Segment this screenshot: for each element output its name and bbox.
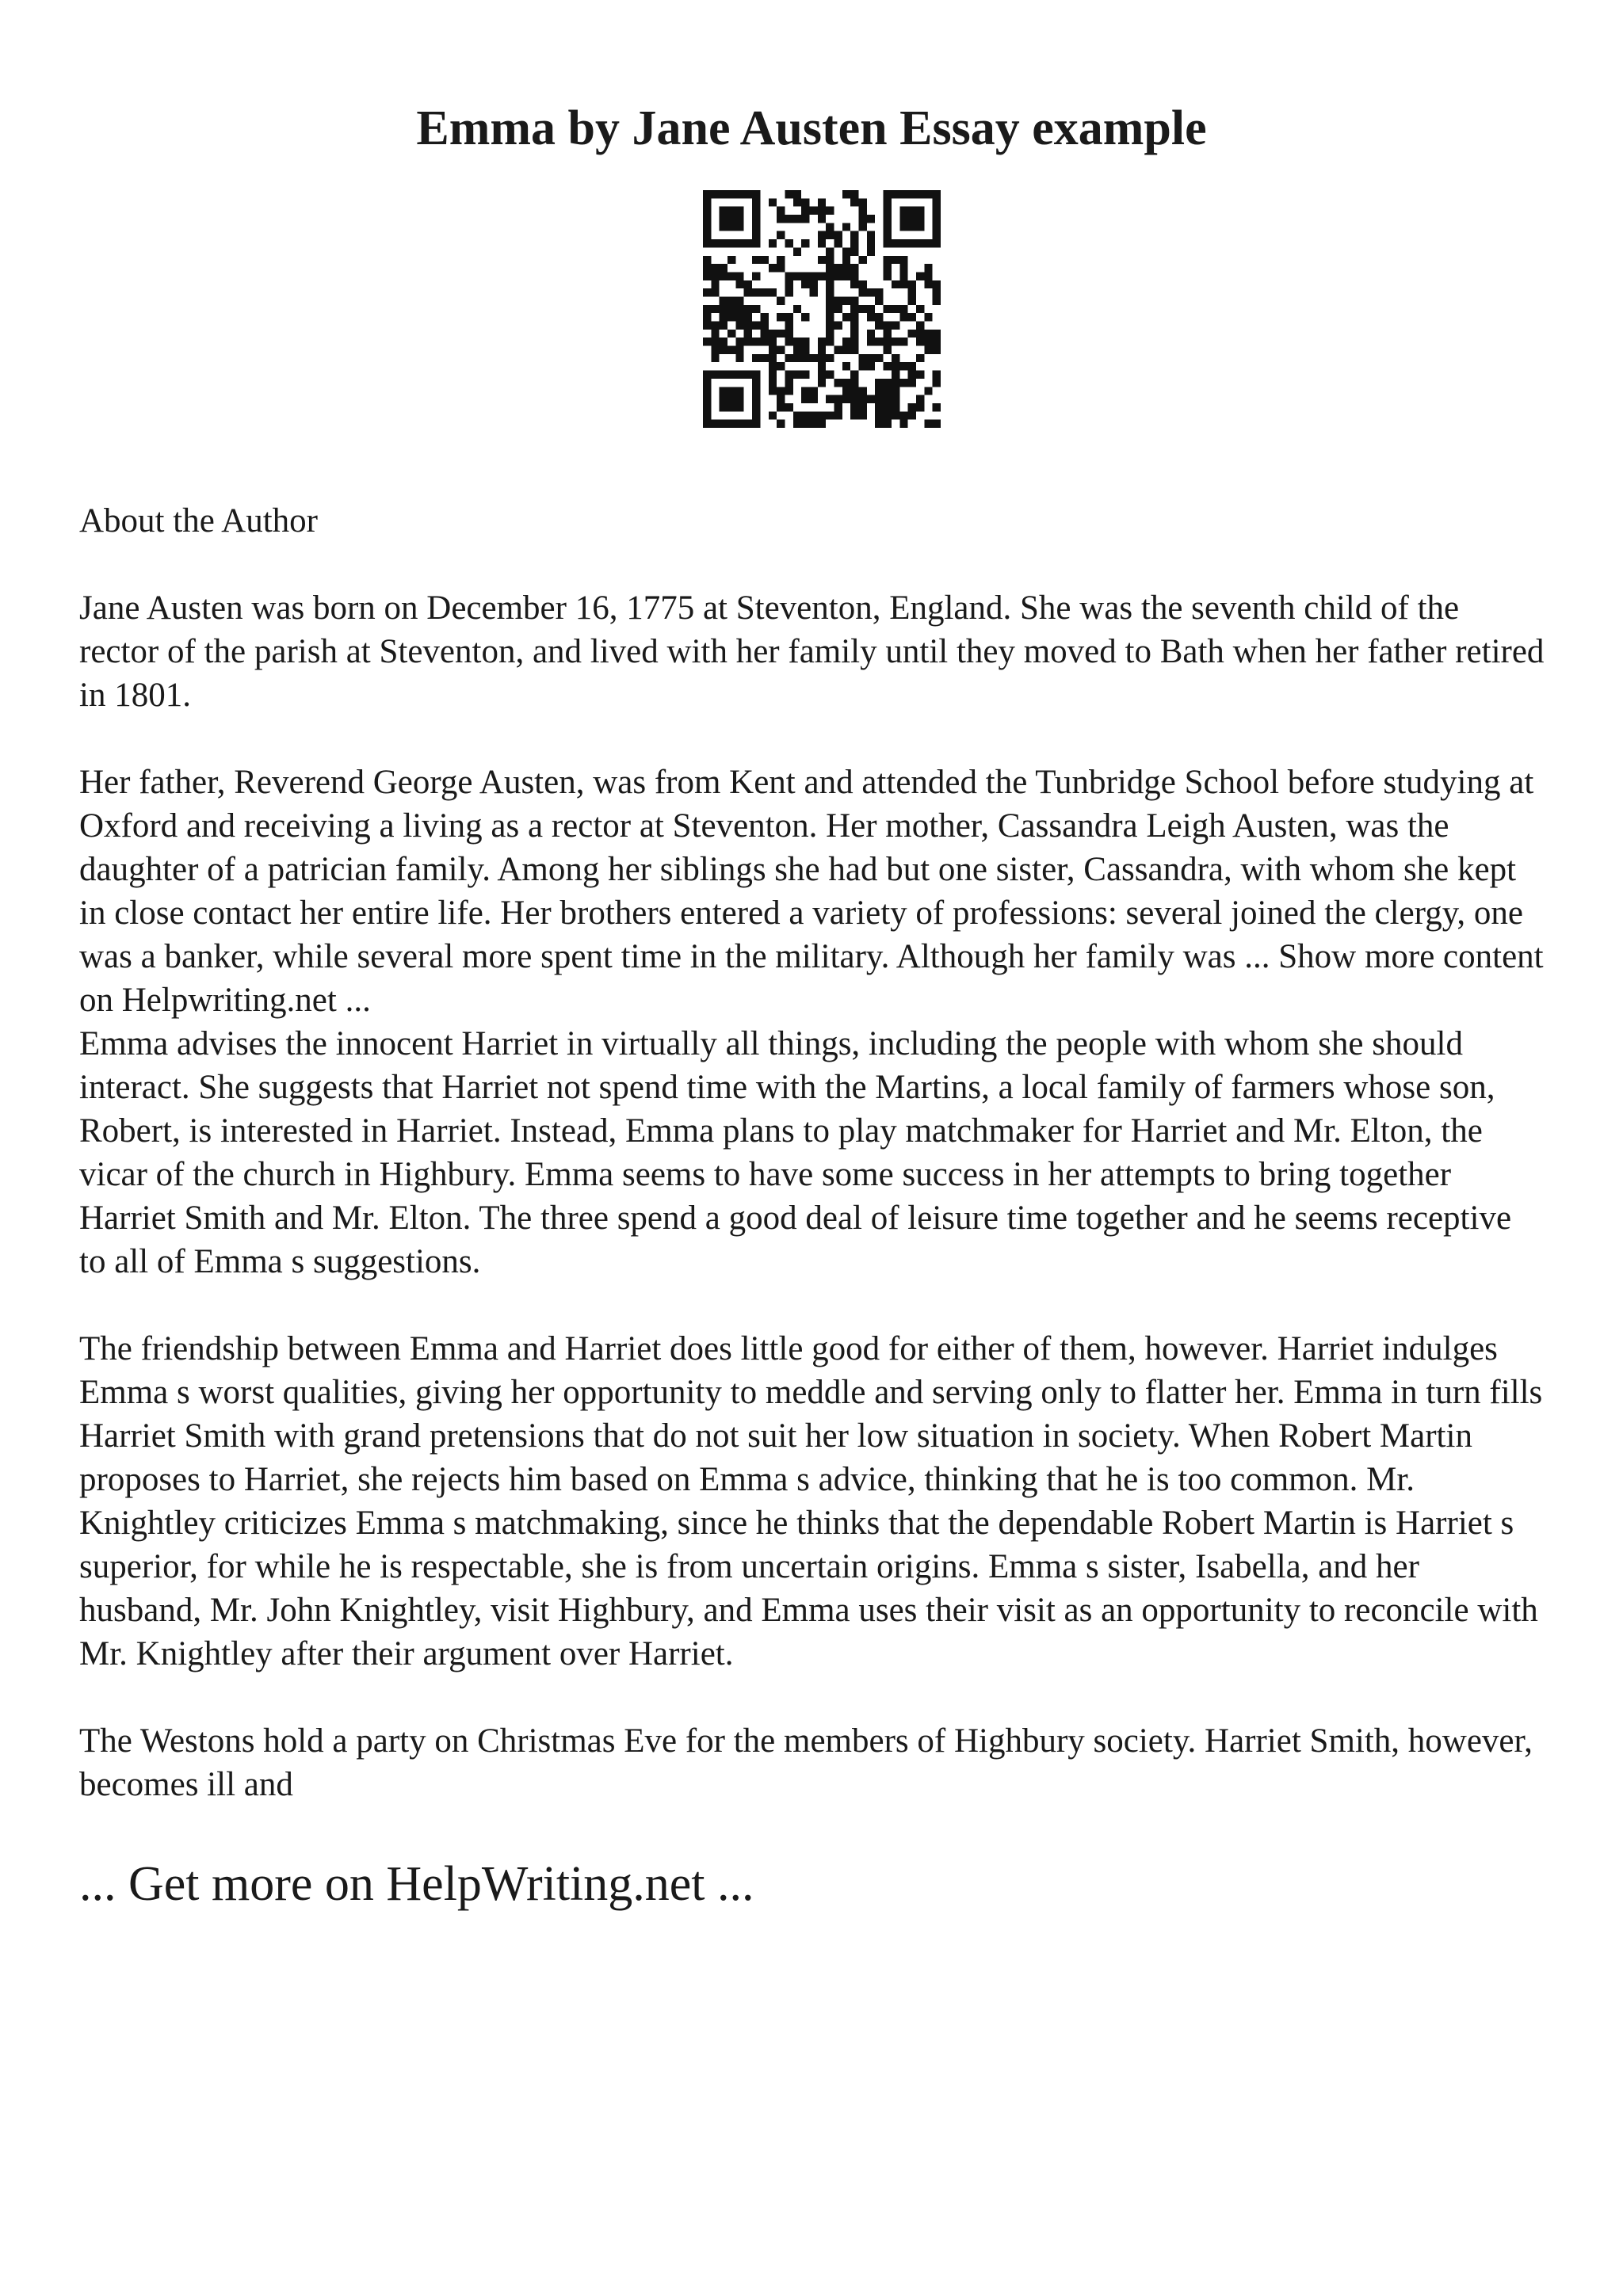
paragraph-3: Emma advises the innocent Harriet in virtually all things, including the people with whom she should interact. She suggests that Harriet not spend time with the Martins, a local family of farmers whose son, Robert, is interested in Harriet. Instead, Emma plans to play matchmaker for Harriet and Mr. Elton, the vicar of the church in Highbury. Emma seems to have some success in her attempts to bring together Harriet Smith and Mr. Elton. The three spend a good deal of leisure time together and he seems receptive to all of Emma s suggestions. [79,1025,1512,1280]
paragraph-1: Jane Austen was born on December 16, 1775 at Steventon, England. She was the seventh child of the rector of the parish at Steventon, and lived with her family until they moved to Bath when her father retired in 1801. [79,589,1545,714]
paragraph-2 [79,761,1545,1022]
page-title: Emma by Jane Austen Essay example [416,101,1207,155]
section-heading: About the Author [79,502,318,540]
get-more-link[interactable]: ... Get more on HelpWriting.net ... [79,1857,754,1911]
paragraph-5: The Westons hold a party on Christmas Eve for the members of Highbury society. Harriet Smith, however, becomes ill and [79,1722,1533,1803]
paragraph-4: The friendship between Emma and Harriet does little good for either of them, however. Harriet indulges Emma s worst qualities, giving her opportunity to meddle and serving only to flatter her. Emma in turn fills Harriet Smith with grand pretensions that do not suit her low situation in society. When Robert Martin proposes to Harriet, she rejects him based on Emma s advice, thinking that he is too common. Mr. Knightley criticizes Emma s matchmaking, since he thinks that the dependable Robert Martin is Harriet s superior, for while he is respectable, she is from uncertain origins. Emma s sister, Isabella, and her husband, Mr. John Knightley, visit Highbury, and Emma uses their visit as an opportunity to reconcile with Mr. Knightley after their argument over Harriet. [79,1330,1543,1672]
qr-code-icon [703,190,941,428]
show-more-link[interactable]: ... Show more content on Helpwriting.net ... [79,938,1544,1019]
document-body [79,499,1545,1850]
paragraph-2-text: Her father, Reverend George Austen, was from Kent and attended the Tunbridge School before studying at Oxford and receiving a living as a rector at Steventon. Her mother, Cassandra Leigh Austen, was the daughter of a patrician family. Among her siblings she had but one sister, Cassandra, with whom she kept in close contact her entire life. Her brothers entered a variety of professions: several joined the clergy, one was a banker, while several more spent time in the military. Although her family was [79,764,1534,975]
